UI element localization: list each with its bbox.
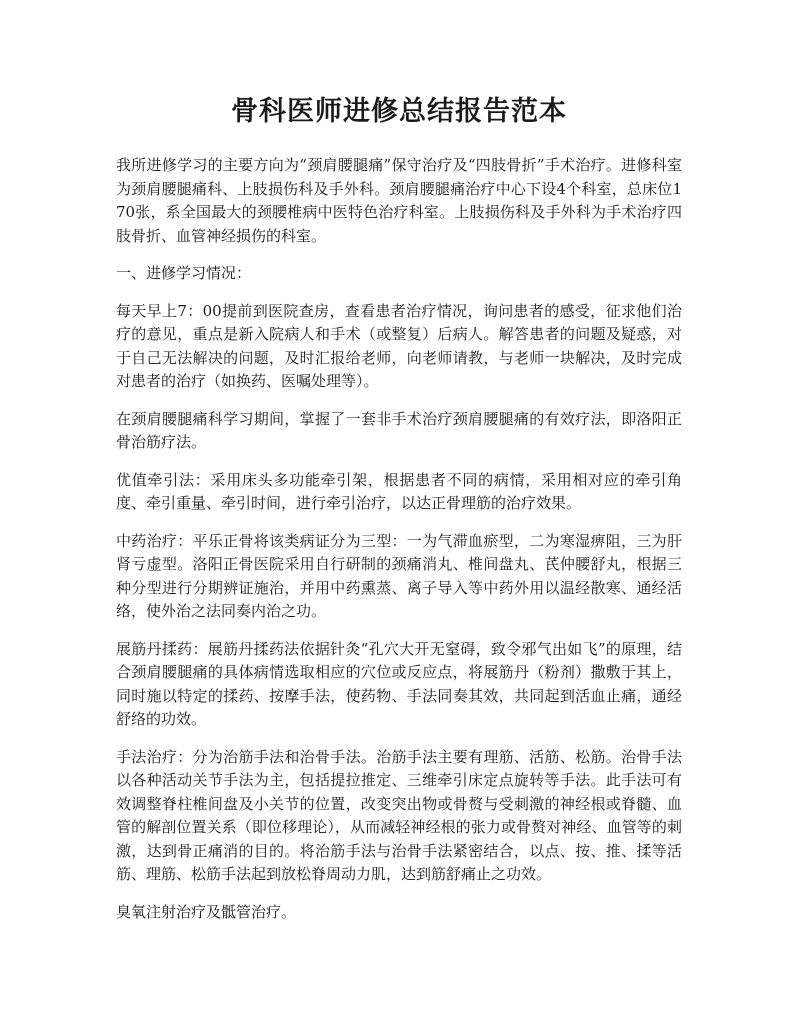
zhanjindan-paragraph: 展筋丹揉药：展筋丹揉药法依据针灸“孔穴大开无窒碍，致令邪气出如飞”的原理，结合颈肩腰腿痛的具体病情选取相应的穴位或反应点，将展筋丹（粉剂）撒敷于其上，同时施以特定的揉药、按摩手法，使药物、手法同奏其效，共同起到活血止痛，通经舒络的功效。: [116, 639, 682, 728]
herbal-medicine-paragraph: 中药治疗：平乐正骨将该类病证分为三型：一为气滞血瘀型，二为寒湿痹阻，三为肝肾亏虚型。洛阳正骨医院采用自行研制的颈痛消丸、椎间盘丸、芪仲腰舒丸，根据三种分型进行分期辨证施治，并用中药熏蒸、离子导入等中药外用以温经散寒、通经活络，使外治之法同奏内治之功。: [116, 531, 682, 620]
therapy-overview-paragraph: 在颈肩腰腿痛科学习期间，掌握了一套非手术治疗颈肩腰腿痛的有效疗法，即洛阳正骨治筋疗法。: [116, 409, 682, 451]
manual-therapy-paragraph: 手法治疗：分为治筋手法和治骨手法。治筋手法主要有理筋、活筋、松筋。治骨手法以各种活动关节手法为主，包括提拉推定、三维牵引床定点旋转等手法。此手法可有效调整脊柱椎间盘及小关节的位置，改变突出物或骨赘与受刺激的神经根或脊髓、血管的解剖位置关系（即位移理论），从而减轻神经根的张力或骨赘对神经、血管等的刺激，达到骨正痛消的目的。将治筋手法与治骨手法紧密结合，以点、按、推、揉等活筋、理筋、松筋手法起到放松脊周动力肌，达到筋舒痛止之功效。: [116, 747, 682, 883]
intro-paragraph: 我所进修学习的主要方向为“颈肩腰腿痛”保守治疗及“四肢骨折”手术治疗。进修科室为颈肩腰腿痛科、上肢损伤科及手外科。颈肩腰腿痛治疗中心下设4个科室，总床位170张，系全国最大的颈腰椎病中医特色治疗科室。上肢损伤科及手外科为手术治疗四肢骨折、血管神经损伤的科室。: [116, 156, 682, 245]
traction-paragraph: 优值牵引法：采用床头多功能牵引架，根据患者不同的病情，采用相对应的牵引角度、牵引重量、牵引时间，进行牵引治疗，以达正骨理筋的治疗效果。: [116, 470, 682, 512]
daily-rounds-paragraph: 每天早上7：00提前到医院查房，查看患者治疗情况，询问患者的感受，征求他们治疗的意见，重点是新入院病人和手术（或整复）后病人。解答患者的问题及疑惑，对于自己无法解决的问题，及时汇报给老师，向老师请教，与老师一块解决，及时完成对患者的治疗（如换药、医嘱处理等）。: [116, 301, 682, 390]
document-title: 骨科医师进修总结报告范本: [231, 96, 567, 127]
ozone-injection-paragraph: 臭氧注射治疗及骶管治疗。: [116, 902, 297, 921]
section-heading: 一、进修学习情况：: [116, 264, 252, 282]
